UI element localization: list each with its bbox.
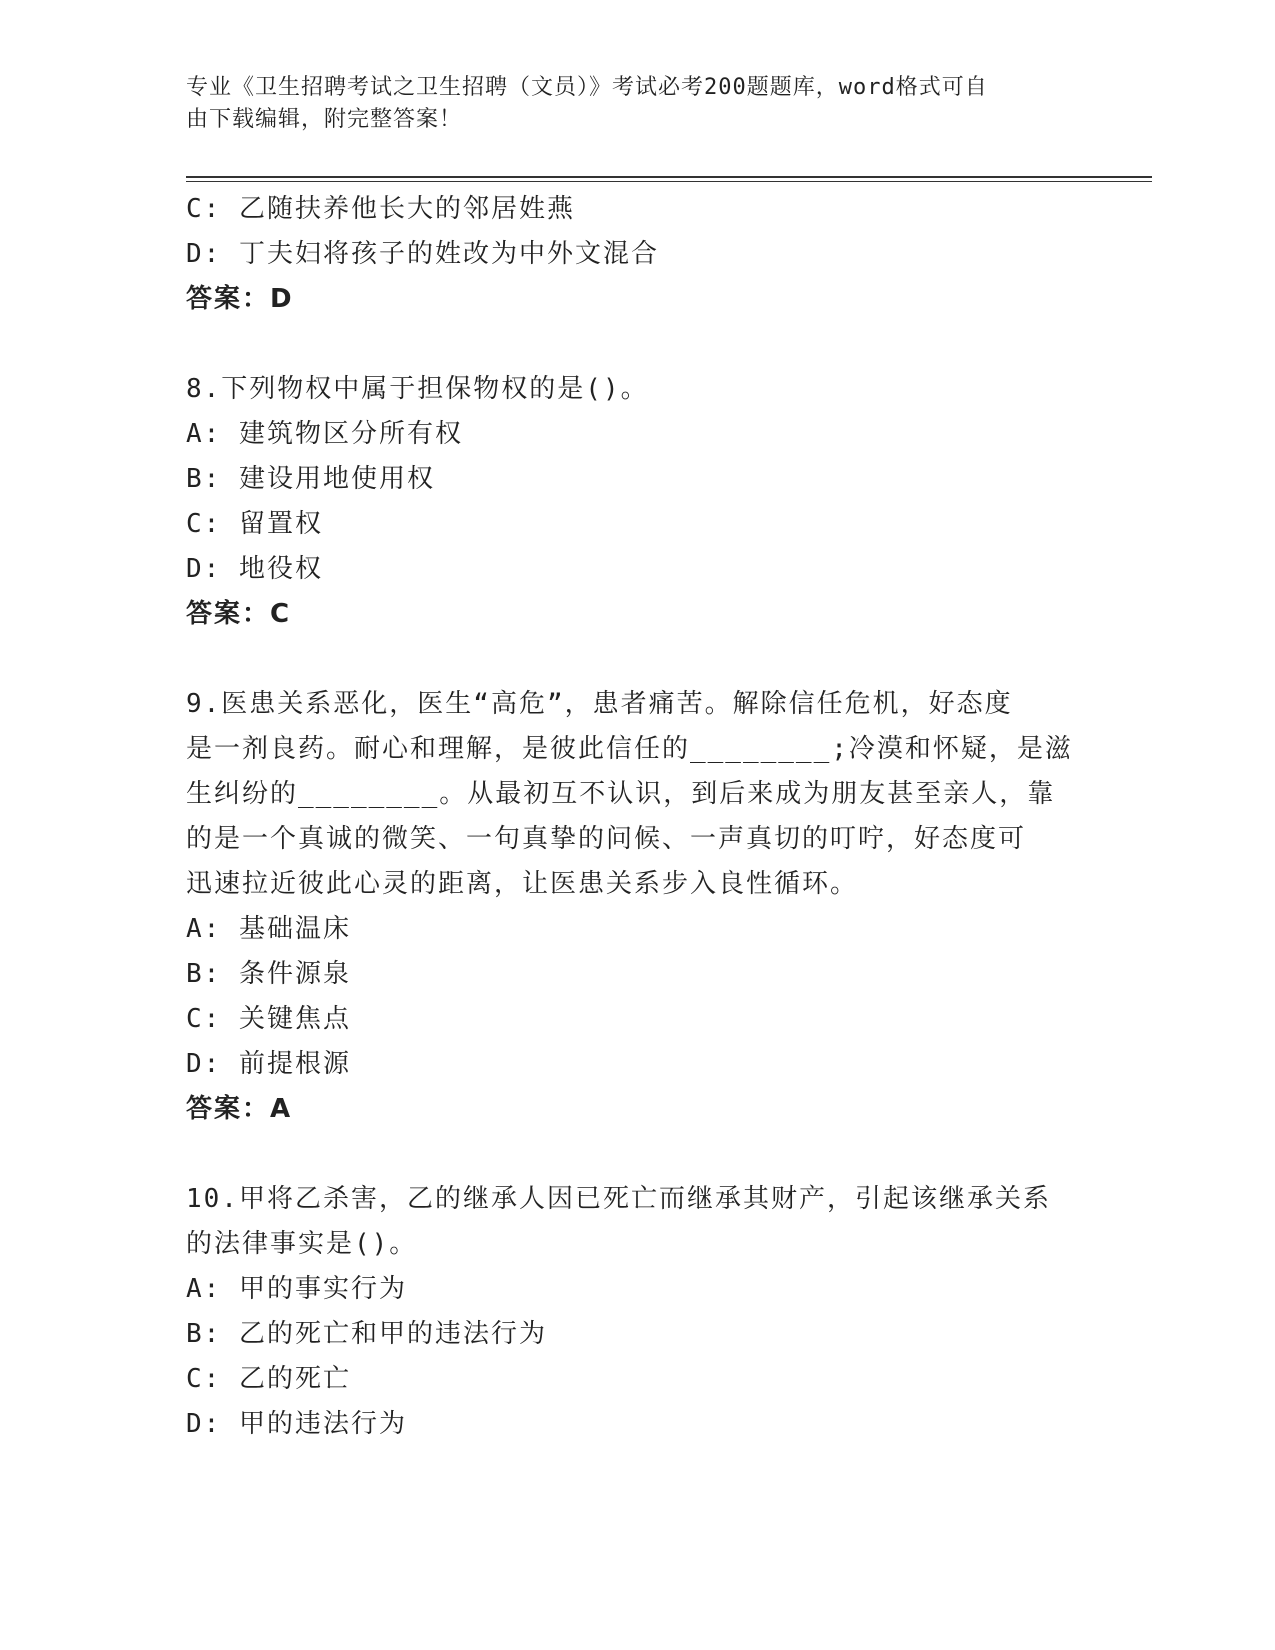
- question-stem-line: 10.甲将乙杀害，乙的继承人因已死亡而继承其财产，引起该继承关系: [186, 1184, 1051, 1214]
- option-b: B: 条件源泉: [186, 959, 351, 989]
- option-a: A: 甲的事实行为: [186, 1274, 407, 1304]
- header-title-line-1: 专业《卫生招聘考试之卫生招聘（文员）》考试必考200题题库，word格式可自: [186, 75, 988, 100]
- question-10: [186, 1177, 1076, 1447]
- spacer: [186, 322, 1076, 367]
- question-9: [186, 682, 1076, 1132]
- question-8: [186, 367, 1076, 637]
- spacer: [186, 1132, 1076, 1177]
- header-title-line-2: 由下载编辑，附完整答案！: [186, 107, 463, 132]
- header-divider-thick: [186, 176, 1152, 178]
- question-stem-line: 的法律事实是()。: [186, 1229, 418, 1259]
- option-c: C: 留置权: [186, 509, 323, 539]
- option-c: C: 关键焦点: [186, 1004, 351, 1034]
- option-c: C: 乙的死亡: [186, 1364, 351, 1394]
- option-c: C: 乙随扶养他长大的邻居姓燕: [186, 194, 575, 224]
- option-d: D: 丁夫妇将孩子的姓改为中外文混合: [186, 239, 659, 269]
- header-divider-thin: [186, 181, 1152, 182]
- option-d: D: 甲的违法行为: [186, 1409, 407, 1439]
- document-header: [186, 72, 1066, 136]
- question-stem: 8.下列物权中属于担保物权的是()。: [186, 374, 649, 404]
- question-stem-line: 的是一个真诚的微笑、一句真挚的问候、一声真切的叮咛，好态度可: [186, 824, 1027, 854]
- answer-line: 答案：D: [186, 284, 294, 314]
- question-stem-line: 是一剂良药。耐心和理解，是彼此信任的________;冷漠和怀疑，是滋: [186, 734, 1073, 764]
- question-stem-line: 9.医患关系恶化，医生“高危”，患者痛苦。解除信任危机，好态度: [186, 689, 1013, 719]
- option-a: A: 基础温床: [186, 914, 351, 944]
- question-7: [186, 187, 1076, 322]
- option-a: A: 建筑物区分所有权: [186, 419, 463, 449]
- option-d: D: 前提根源: [186, 1049, 351, 1079]
- option-b: B: 建设用地使用权: [186, 464, 435, 494]
- question-list: [186, 187, 1076, 1447]
- option-d: D: 地役权: [186, 554, 323, 584]
- answer-line: 答案：A: [186, 1094, 293, 1124]
- question-stem-line: 迅速拉近彼此心灵的距离，让医患关系步入良性循环。: [186, 869, 859, 899]
- question-stem-line: 生纠纷的________。从最初互不认识，到后来成为朋友甚至亲人，靠: [186, 779, 1056, 809]
- spacer: [186, 637, 1076, 682]
- answer-line: 答案：C: [186, 599, 292, 629]
- option-b: B: 乙的死亡和甲的违法行为: [186, 1319, 547, 1349]
